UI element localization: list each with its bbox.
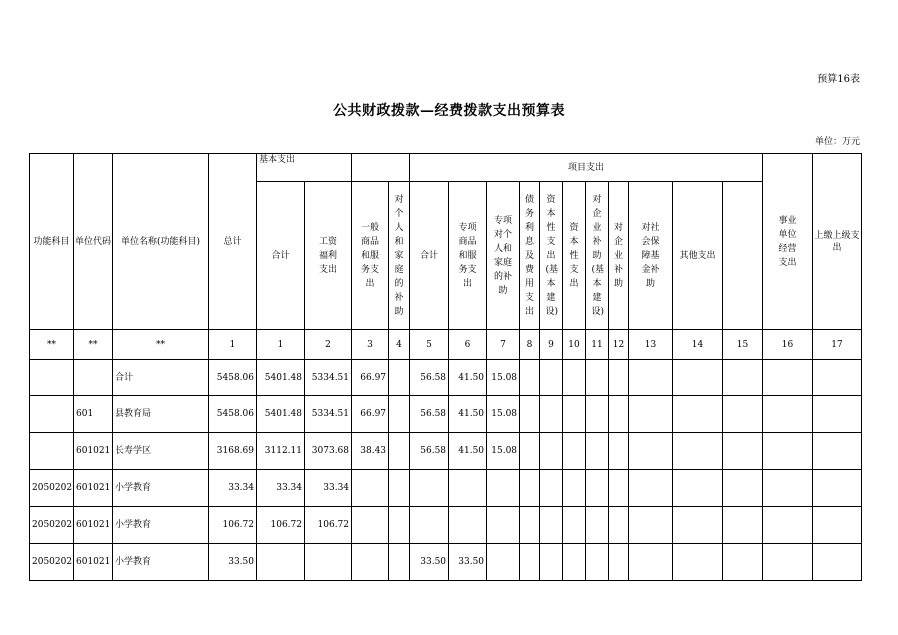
table-cell [813,544,862,581]
table-cell: 601021 [74,544,113,581]
table-cell: 601021 [74,470,113,507]
column-index-cell: 4 [389,330,410,360]
table-cell: 601021 [74,507,113,544]
header-social-security: 对社会保障基金补助 [629,182,673,330]
table-cell: 15.08 [487,396,520,433]
column-index-cell: 12 [609,330,629,360]
header-proj-goods: 专项商品和服务支出 [449,182,487,330]
column-index-cell: 1 [209,330,257,360]
table-cell: 5334.51 [305,396,352,433]
column-index-cell: 9 [540,330,563,360]
table-cell [586,433,609,470]
table-cell [673,507,723,544]
table-cell [586,544,609,581]
table-cell [763,470,813,507]
table-cell [673,433,723,470]
table-cell [673,360,723,396]
table-cell [609,433,629,470]
header-goods-services: 一般商品和服务支出 [352,182,389,330]
column-index-cell: ** [74,330,113,360]
table-cell [723,507,763,544]
header-enterprise-basic: 对企业补助(基本建设) [586,182,609,330]
table-cell: 33.50 [410,544,449,581]
table-cell: 33.50 [449,544,487,581]
table-cell [609,507,629,544]
header-operating: 事业单位经营支出 [763,154,813,330]
table-cell [813,396,862,433]
header-basic: 基本支出 [257,154,352,182]
table-cell: 5458.06 [209,360,257,396]
header-remit: 上缴上级支出 [813,154,862,330]
budget-table [29,153,862,581]
table-cell: 2050202 [30,470,74,507]
table-cell [813,360,862,396]
column-index-row [30,330,862,360]
table-cell: 56.58 [410,360,449,396]
table-cell [763,360,813,396]
table-cell [410,507,449,544]
table-cell [673,544,723,581]
column-index-cell: 16 [763,330,813,360]
table-cell [487,507,520,544]
header-unit-code: 单位代码 [74,154,113,330]
table-cell [586,396,609,433]
table-cell [723,544,763,581]
table-cell [609,360,629,396]
table-row [30,507,862,544]
column-index-cell: 17 [813,330,862,360]
table-cell: 41.50 [449,360,487,396]
table-cell: 33.50 [209,544,257,581]
table-cell [723,396,763,433]
table-cell [257,544,305,581]
table-cell: 601021 [74,433,113,470]
table-cell [629,360,673,396]
table-cell [389,433,410,470]
column-index-cell: 7 [487,330,520,360]
column-index-cell: 10 [563,330,586,360]
table-cell [609,544,629,581]
table-cell [629,544,673,581]
table-cell: 33.34 [209,470,257,507]
page-title: 公共财政拨款—经费拨款支出预算表 [333,103,565,119]
table-cell: 3073.68 [305,433,352,470]
header-func-subject: 功能科目 [30,154,74,330]
table-cell: 小学教育 [113,470,209,507]
table-cell: 56.58 [410,396,449,433]
table-cell: 106.72 [305,507,352,544]
column-index-cell: 8 [520,330,540,360]
table-cell [813,507,862,544]
table-cell [563,433,586,470]
header-proj-personal: 专项对个人和家庭的补助 [487,182,520,330]
column-index-cell: 2 [305,330,352,360]
table-cell: 41.50 [449,396,487,433]
table-cell [586,360,609,396]
table-cell [520,360,540,396]
table-cell [629,433,673,470]
column-index-cell: ** [113,330,209,360]
table-cell: 3168.69 [209,433,257,470]
header-other: 其他支出 [673,182,723,330]
table-cell: 66.97 [352,360,389,396]
table-cell [763,396,813,433]
table-cell [74,360,113,396]
table-cell [629,470,673,507]
column-index-cell: ** [30,330,74,360]
table-cell: 5401.48 [257,396,305,433]
column-index-cell: 13 [629,330,673,360]
table-cell [352,544,389,581]
header-personal-subsidy: 对个人和家庭的补助 [389,182,410,330]
table-cell [389,396,410,433]
table-cell [609,470,629,507]
table-cell: 长寿学区 [113,433,209,470]
table-cell [563,470,586,507]
table-cell: 3112.11 [257,433,305,470]
table-cell [540,544,563,581]
table-cell [540,396,563,433]
table-cell [487,544,520,581]
table-cell: 5458.06 [209,396,257,433]
table-cell: 601 [74,396,113,433]
table-cell: 41.50 [449,433,487,470]
header-project: 项目支出 [410,154,763,182]
column-index-cell: 5 [410,330,449,360]
table-cell [763,507,813,544]
table-cell [487,470,520,507]
table-cell [30,396,74,433]
table-cell [540,360,563,396]
table-cell: 106.72 [257,507,305,544]
table-cell [540,507,563,544]
header-total: 总计 [209,154,257,330]
table-cell: 2050202 [30,507,74,544]
table-cell: 33.34 [257,470,305,507]
table-cell: 5334.51 [305,360,352,396]
table-cell: 33.34 [305,470,352,507]
table-cell [449,470,487,507]
table-cell [763,544,813,581]
table-cell [410,470,449,507]
table-cell [563,396,586,433]
table-cell [586,470,609,507]
table-cell: 合计 [113,360,209,396]
header-unit-name: 单位名称(功能科目) [113,154,209,330]
table-cell: 15.08 [487,433,520,470]
table-cell: 小学教育 [113,544,209,581]
table-cell [389,470,410,507]
table-cell [30,360,74,396]
table-cell [30,433,74,470]
table-cell [563,544,586,581]
table-cell [520,433,540,470]
table-cell [723,360,763,396]
table-cell [563,360,586,396]
table-cell [763,433,813,470]
table-cell [586,507,609,544]
table-cell [673,396,723,433]
table-cell [813,470,862,507]
table-cell [609,396,629,433]
table-cell [629,507,673,544]
header-wages: 工资福利支出 [305,182,352,330]
table-cell: 5401.48 [257,360,305,396]
header-basic-blank [352,154,410,182]
header-enterprise: 对企业补助 [609,182,629,330]
table-row [30,396,862,433]
table-cell [520,544,540,581]
table-cell [389,360,410,396]
table-cell: 小学教育 [113,507,209,544]
table-cell [813,433,862,470]
table-cell [673,470,723,507]
table-cell [563,507,586,544]
table-cell [389,544,410,581]
table-cell: 106.72 [209,507,257,544]
table-cell [389,507,410,544]
table-cell [540,470,563,507]
table-cell: 县教育局 [113,396,209,433]
column-index-cell: 11 [586,330,609,360]
table-cell [520,470,540,507]
table-cell [540,433,563,470]
header-basic-total: 合计 [257,182,305,330]
table-row [30,544,862,581]
table-cell [305,544,352,581]
column-index-cell: 1 [257,330,305,360]
column-index-cell: 3 [352,330,389,360]
table-cell: 38.43 [352,433,389,470]
header-capital: 资本性支出 [563,182,586,330]
table-cell [352,507,389,544]
header-capital-basic: 资本性支出(基本建设) [540,182,563,330]
column-index-cell: 15 [723,330,763,360]
column-index-cell: 6 [449,330,487,360]
header-proj-total: 合计 [410,182,449,330]
header-debt-interest: 债务利息及费用支出 [520,182,540,330]
table-cell: 66.97 [352,396,389,433]
table-cell [723,470,763,507]
table-cell [449,507,487,544]
table-cell: 15.08 [487,360,520,396]
table-cell: 2050202 [30,544,74,581]
page-label: 预算16表 [817,74,860,85]
table-cell [352,470,389,507]
table-cell [520,396,540,433]
table-row [30,360,862,396]
table-cell: 56.58 [410,433,449,470]
table-row [30,470,862,507]
table-cell [629,396,673,433]
table-row [30,433,862,470]
unit-label: 单位：万元 [814,137,860,147]
column-index-cell: 14 [673,330,723,360]
table-cell [723,433,763,470]
table-cell [520,507,540,544]
